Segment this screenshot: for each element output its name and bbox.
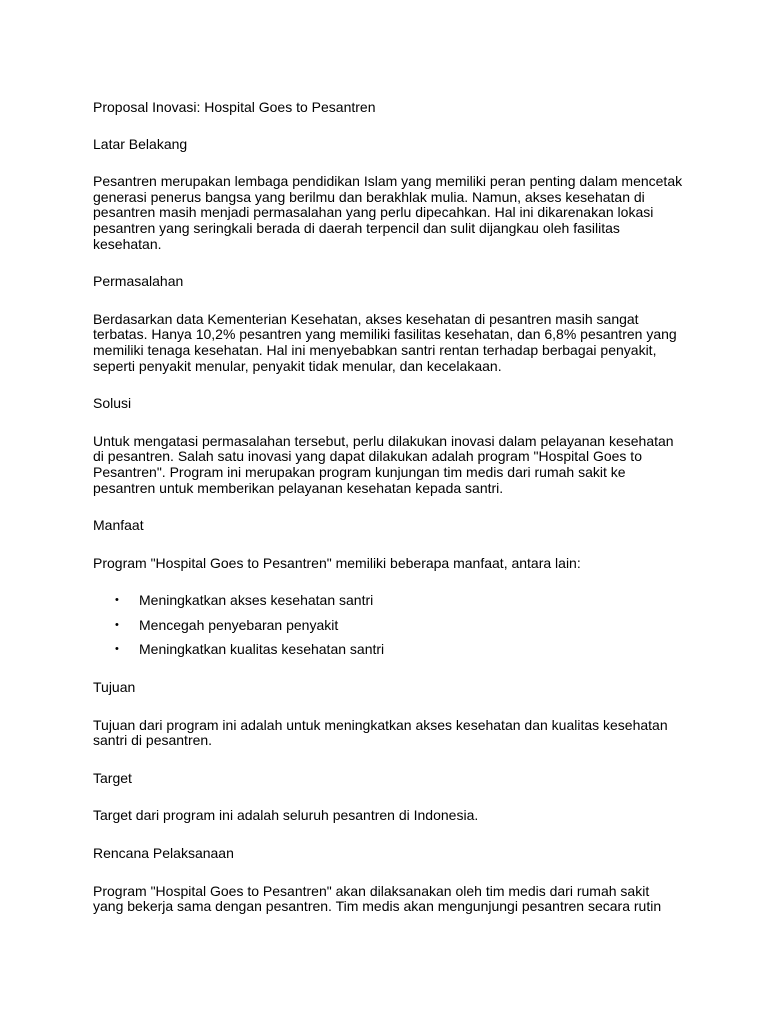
list-item-text: Meningkatkan akses kesehatan santri (139, 592, 374, 609)
manfaat-bullet-list (93, 593, 683, 658)
list-item (93, 593, 683, 609)
section-text-target: Target dari program ini adalah seluruh pesantren di Indonesia. (93, 807, 479, 824)
section-text-solusi: Untuk mengatasi permasalahan tersebut, perlu dilakukan inovasi dalam pelayanan kesehatan di pesantren. Salah satu inovasi yang dapat dilakukan adalah program "Hospital Goes to Pesantren". Program ini merupakan program kunjungan tim medis dari rumah sakit ke pesantren untuk memberikan pelayanan kesehatan kepada santri. (93, 432, 674, 496)
section-heading-manfaat: Manfaat (93, 517, 144, 534)
list-item-text: Mencegah penyebaran penyakit (139, 616, 339, 633)
document-title: Proposal Inovasi: Hospital Goes to Pesantren (93, 99, 376, 115)
document-body (93, 100, 683, 937)
section-text-latar-belakang: Pesantren merupakan lembaga pendidikan Islam yang memiliki peran penting dalam mencetak generasi penerus bangsa yang berilmu dan berakhlak mulia. Namun, akses kesehatan di pesantren masih menjadi permasalahan yang perlu dipecahkan. Hal ini dikarenakan lokasi pesantren yang seringkali berada di daerah terpencil dan sulit dijangkau oleh fasilitas kesehatan. (93, 173, 683, 252)
bullet-icon: • (115, 618, 119, 631)
section-heading-latar-belakang: Latar Belakang (93, 135, 188, 152)
bullet-icon: • (115, 594, 119, 607)
section-heading-tujuan: Tujuan (93, 679, 136, 696)
list-item (93, 618, 683, 634)
list-item-text: Meningkatkan kualitas kesehatan santri (139, 641, 385, 658)
section-text-tujuan: Tujuan dari program ini adalah untuk meningkatkan akses kesehatan dan kualitas kesehatan santri di pesantren. (93, 716, 668, 749)
bullet-icon: • (115, 643, 119, 656)
section-text-rencana: Program "Hospital Goes to Pesantren" akan dilaksanakan oleh tim medis dari rumah sakit yang bekerja sama dengan pesantren. Tim medis akan mengunjungi pesantren secara rutin (93, 882, 662, 915)
section-text-manfaat: Program "Hospital Goes to Pesantren" memiliki beberapa manfaat, antara lain: (93, 554, 581, 571)
section-heading-solusi: Solusi (93, 395, 132, 412)
section-heading-target: Target (93, 769, 132, 786)
section-heading-rencana: Rencana Pelaksanaan (93, 845, 234, 862)
section-heading-permasalahan: Permasalahan (93, 273, 184, 290)
list-item (93, 642, 683, 658)
section-text-permasalahan: Berdasarkan data Kementerian Kesehatan, akses kesehatan di pesantren masih sangat terbatas. Hanya 10,2% pesantren yang memiliki fasilitas kesehatan, dan 6,8% pesantren yang memiliki tenaga kesehatan. Hal ini menyebabkan santri rentan terhadap berbagai penyakit, seperti penyakit menular, penyakit tidak menular, dan kecelakaan. (93, 310, 677, 374)
